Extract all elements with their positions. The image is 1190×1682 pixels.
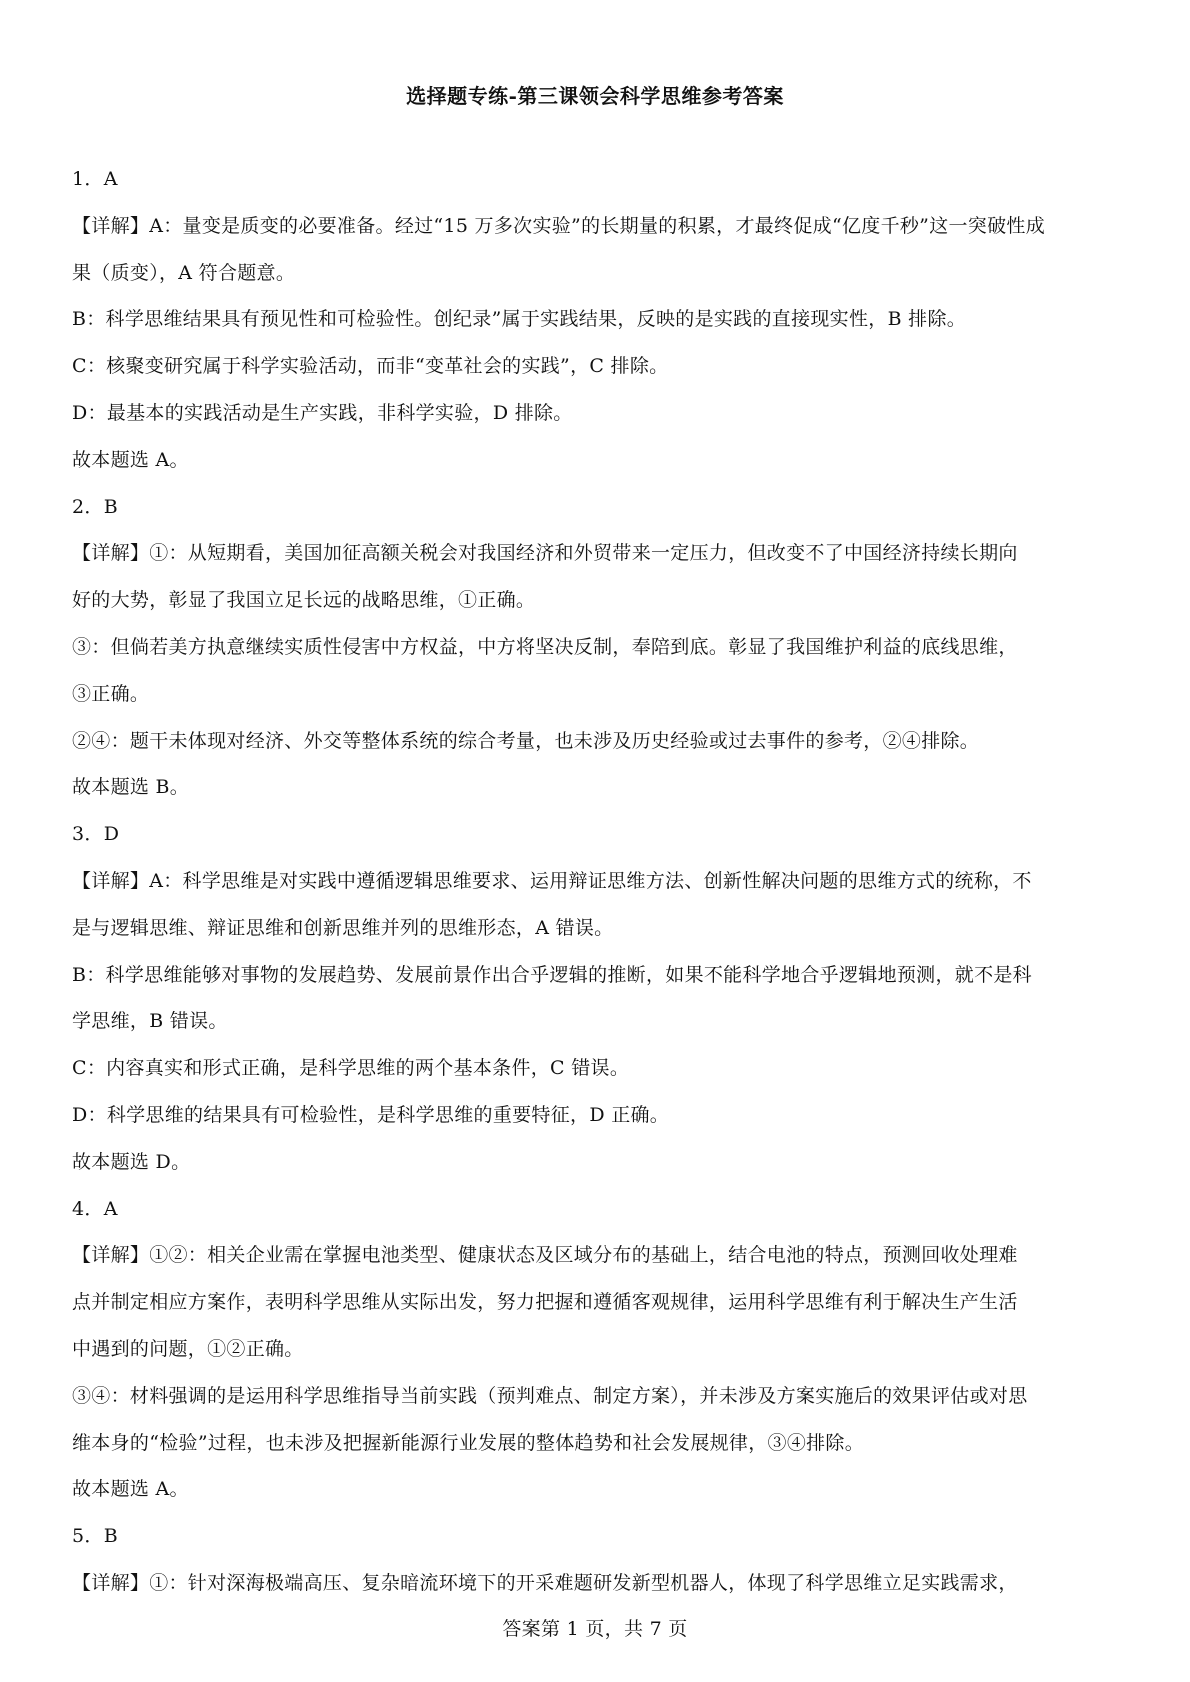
answer-line: 是与逻辑思维、辩证思维和创新思维并列的思维形态，A 错误。: [72, 916, 614, 939]
answer-line: B：科学思维能够对事物的发展趋势、发展前景作出合乎逻辑的推断，如果不能科学地合乎逻辑地预测，就不是科: [72, 963, 1032, 986]
answer-content: [72, 156, 1120, 1607]
answer-line: 2．B: [72, 495, 118, 518]
answer-line: 果（质变），A 符合题意。: [72, 261, 296, 284]
answer-line: 好的大势，彰显了我国立足长远的战略思维，①正确。: [72, 589, 536, 612]
answer-line: D：科学思维的结果具有可检验性，是科学思维的重要特征，D 正确。: [72, 1103, 670, 1126]
page-title: 选择题专练-第三课领会科学思维参考答案: [406, 84, 784, 108]
answer-line: C：内容真实和形式正确，是科学思维的两个基本条件，C 错误。: [72, 1057, 630, 1080]
answer-line: ③正确。: [72, 682, 150, 705]
answer-line: B：科学思维结果具有预见性和可检验性。创纪录”属于实践结果，反映的是实践的直接现实性，B 排除。: [72, 308, 967, 331]
answer-line: 故本题选 B。: [72, 776, 190, 799]
answer-line: ③④：材料强调的是运用科学思维指导当前实践（预判难点、制定方案），并未涉及方案实施后的效果评估或对思: [72, 1384, 1028, 1407]
answer-line: D：最基本的实践活动是生产实践，非科学实验，D 排除。: [72, 401, 573, 424]
answer-line: 【详解】①：从短期看，美国加征高额关税会对我国经济和外贸带来一定压力，但改变不了中国经济持续长期向: [72, 542, 1018, 565]
answer-line: 【详解】A：量变是质变的必要准备。经过“15 万多次实验”的长期量的积累，才最终促成“亿度千秒”这一突破性成: [72, 214, 1045, 237]
answer-line: 5．B: [72, 1525, 118, 1548]
answer-line: 维本身的“检验”过程，也未涉及把握新能源行业发展的整体趋势和社会发展规律，③④排除。: [72, 1431, 865, 1454]
answer-line: 学思维，B 错误。: [72, 1010, 228, 1033]
answer-line: 中遇到的问题，①②正确。: [72, 1337, 304, 1360]
answer-line: 1．A: [72, 168, 118, 190]
answer-line: 故本题选 A。: [72, 448, 189, 471]
answer-line: 故本题选 D。: [72, 1150, 191, 1173]
answer-line: 【详解】①②：相关企业需在掌握电池类型、健康状态及区域分布的基础上，结合电池的特点，预测回收处理难: [72, 1244, 1018, 1267]
answer-line: 点并制定相应方案作，表明科学思维从实际出发，努力把握和遵循客观规律，运用科学思维有利于解决生产生活: [72, 1291, 1018, 1314]
answer-line: 【详解】A：科学思维是对实践中遵循逻辑思维要求、运用辩证思维方法、创新性解决问题的思维方式的统称，不: [72, 869, 1032, 892]
page-footer: 答案第 1 页，共 7 页: [502, 1618, 688, 1640]
answer-line: 故本题选 A。: [72, 1478, 189, 1501]
answer-line: ③：但倘若美方执意继续实质性侵害中方权益，中方将坚决反制，奉陪到底。彰显了我国维护利益的底线思维，: [72, 635, 1018, 658]
answer-line: ②④：题干未体现对经济、外交等整体系统的综合考量，也未涉及历史经验或过去事件的参考，②④排除。: [72, 729, 980, 752]
answer-line: 4．A: [72, 1197, 118, 1220]
answer-line: 【详解】①：针对深海极端高压、复杂暗流环境下的开采难题研发新型机器人，体现了科学思维立足实践需求，: [72, 1571, 1018, 1594]
answer-line: 3．D: [72, 823, 120, 846]
answer-line: C：核聚变研究属于科学实验活动，而非“变革社会的实践”，C 排除。: [72, 355, 669, 378]
